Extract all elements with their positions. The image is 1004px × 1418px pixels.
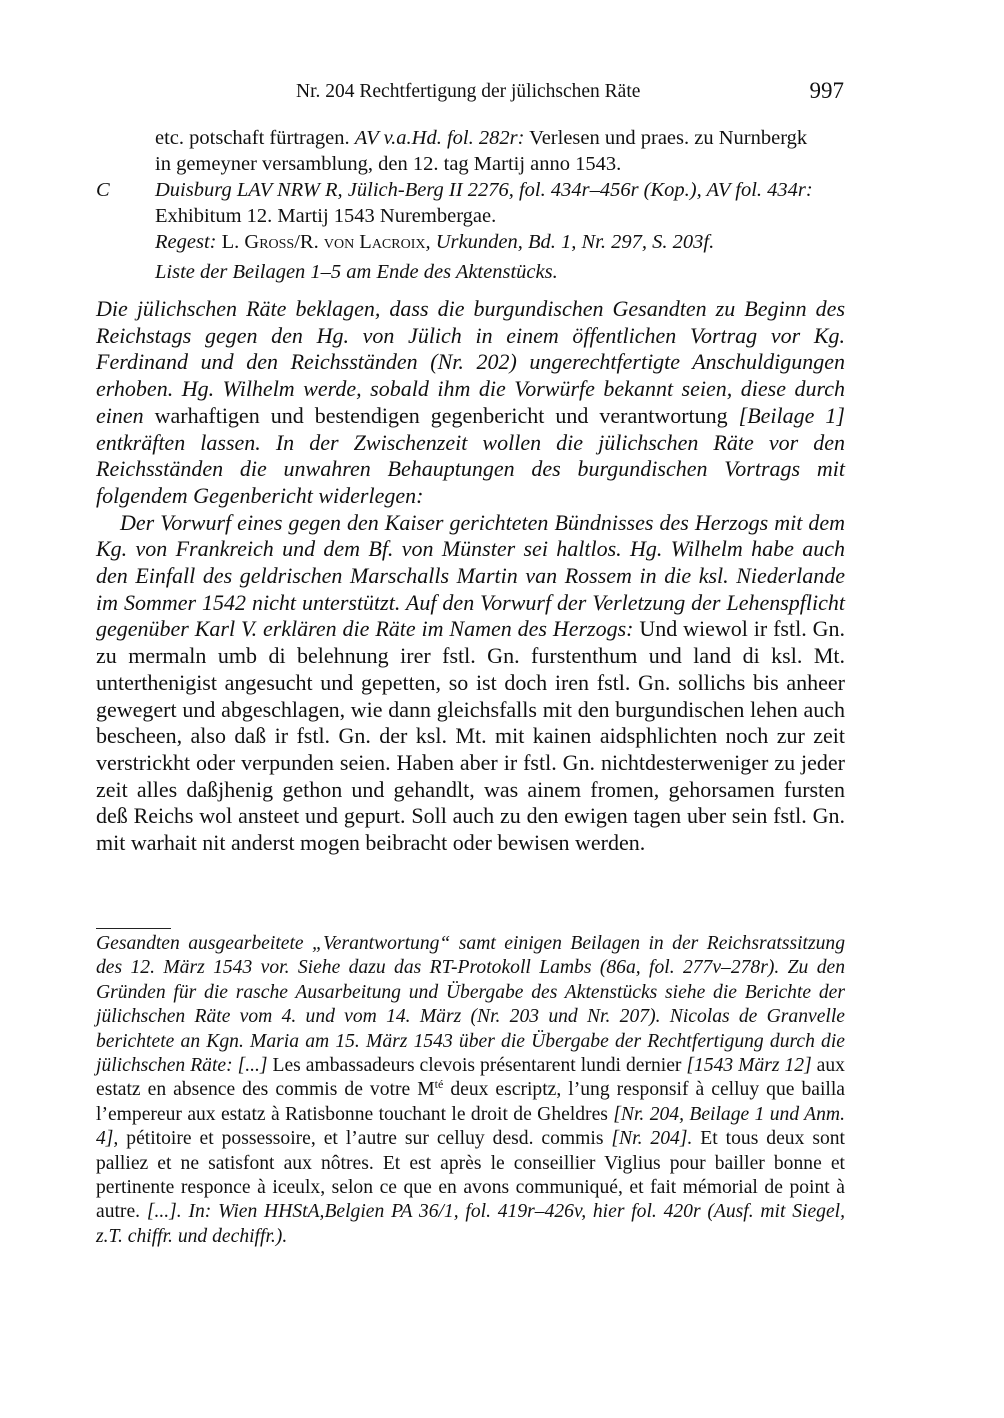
source-siglum: C	[96, 179, 110, 201]
quoted-source-text: Und wiewol ir fstl. Gn. zu mermaln umb di belehnung irer fstl. Gn. furstenthum und land di ksl. Mt. unterthenigist angesucht und gepetten, so ist doch iren fstl. Gn. sollichs bis anheer gewegert und abgeschlagen, wie dann gleichsfalls mit den burgundischen lehen auch bescheen, also daß ir fstl. Gn. der ksl. Mt. mit kainen aidsphlichten noch zur zeit verstrickht oder verpunden seien. Haben aber ir fstl. Gn. nichtdesterweniger zu jeder zeit alles daßjhenig gethon und gehandlt, was ainem fromen, gehorsamen fursten deß Reichs wol ansteet und gepurt. Soll auch zu den ewigen tagen uber sein fstl. Gn. mit warhait nit anderst mogen beibracht oder bewisen werden.	[96, 616, 845, 856]
footnote-separator	[96, 928, 171, 929]
quoted-source-text: warhaftigen und bestendigen gegenbericht und verantwortung	[154, 402, 728, 428]
source-note-av	[155, 125, 845, 177]
beilagen-note: Liste der Beilagen 1–5 am Ende des Aktenstücks.	[155, 261, 558, 283]
footnote: Gesandten ausgearbeitete „Verantwortung“ samt einigen Beilagen in der Reichsratssitzung des 12. März 1543 vor. Siehe dazu das RT-Protokoll Lambs (86a, fol. 277v–278r). Zu den Gründen für die rasche Ausarbeitung und Übergabe des Aktenstücks siehe die Berichte der jülichschen Räte vom 4. und vom 14. März (Nr. 203 und Nr. 207). Nicolas de Granvelle berichtete an Kgn. Maria am 15. März 1543 über die Übergabe der Rechtfertigung durch die jülichschen Räte: [...] Les ambassadeurs clevois présentarent lundi dernier [1543 März 12] aux estatz en absence des commis de votre $M^{té}$ deux escriptz, l’ung responsif à celluy que bailla l’empereur aux estatz à Ratisbonne touchant le droit de Gheldres [Nr. 204, Beilage 1 und Anm. 4], pétitoire et possessoire, et l’autre sur celluy desd. commis [Nr. 204]. Et tous deux sont palliez et ne satisfont aux nôtres. Et est après le conseillier Viglius pour bailler bonne et pertinente responce à iceulx, selon ce que en avons communiqué, et fait mémorial de point à autre. [...]. In: Wien HHStA,Belgien PA 36/1, fol. 419r–426v, hier fol. 420r (Ausf. mit Siegel, z.T. chiffr. und dechiffr.).	[96, 933, 845, 1247]
regest-author: L. Groß/R. von Lacroix	[221, 231, 426, 253]
source-text: in gemeyner versamblung, den 12. tag Martij anno 1543.	[155, 153, 622, 175]
regest-label: Regest:	[155, 231, 217, 253]
regest-line	[155, 229, 845, 255]
summary-paragraph-2: Der Vorwurf eines gegen den Kaiser gerichteten Bündnisses des Herzogs mit dem Kg. von Frankreich und dem Bf. von Münster sei haltlos. Hg. Wilhelm habe auch den Einfall des geldrischen Marschalls Martin van Rossem in die ksl. Niederlande im Sommer 1542 nicht unterstützt. Auf den Vorwurf der Verletzung der Lehenspflicht gegenüber Karl V. erklären die Räte im Namen des Herzogs: Und wiewol ir fstl. Gn. zu mermaln umb di belehnung irer fstl. Gn. furstenthum und land di ksl. Mt. unterthenigist angesucht und gepetten, so ist doch iren fstl. Gn. sollichs bis anheer gewegert und abgeschlagen, wie dann gleichsfalls mit den burgundischen lehen auch bescheen, also daß ir fstl. Gn. der ksl. Mt. mit kainen aidsphlichten noch zur zeit verstrickht oder verpunden seien. Haben aber ir fstl. Gn. nichtdesterweniger zu jeder zeit alles daßjhenig gethon und gehandlt, was ainem fromen, gehorsamen fursten deß Reichs wol ansteet und gepurt. Soll auch zu den ewigen tagen uber sein fstl. Gn. mit warhait nit anderst mogen beibracht oder bewisen werden.	[96, 509, 845, 856]
source-archive-ref: Duisburg LAV NRW R, Jülich-Berg II 2276, fol. 434r–456r (Kop.), AV fol. 434r:	[155, 179, 813, 201]
source-text: etc. potschaft fürtragen.	[155, 127, 355, 149]
regest-citation: , Urkunden, Bd. 1, Nr. 297, S. 203f.	[425, 231, 715, 253]
main-text	[96, 296, 845, 857]
source-text: Exhibitum 12. Martij 1543 Nurembergae.	[155, 205, 497, 227]
source-note-c	[155, 177, 845, 229]
source-av-ref: AV v.a.Hd. fol. 282r:	[354, 127, 525, 149]
summary-paragraph: Die jülichschen Räte beklagen, dass die burgundischen Gesandten zu Beginn des Reichstags gegen den Hg. von Jülich in einem öffentlichen Vortrag vor Kg. Ferdinand und den Reichsständen (Nr. 202) ungerechtfertigte Anschuldigungen erhoben. Hg. Wilhelm werde, sobald ihm die Vorwürfe bekannt seien, diese durch einen warhaftigen und bestendigen gegenbericht und verantwortung [Beilage 1] entkräften lassen. In der Zwischenzeit wollen die jülichschen Räte vor den Reichsständen die unwahren Behauptungen des burgundischen Vortrags mit folgendem Gegenbericht widerlegen:	[96, 296, 845, 508]
source-text: Verlesen und praes. zu Nurnbergk	[524, 127, 808, 149]
page-number: 997	[809, 78, 844, 103]
running-title: Nr. 204 Rechtfertigung der jülichschen Räte	[296, 81, 641, 102]
